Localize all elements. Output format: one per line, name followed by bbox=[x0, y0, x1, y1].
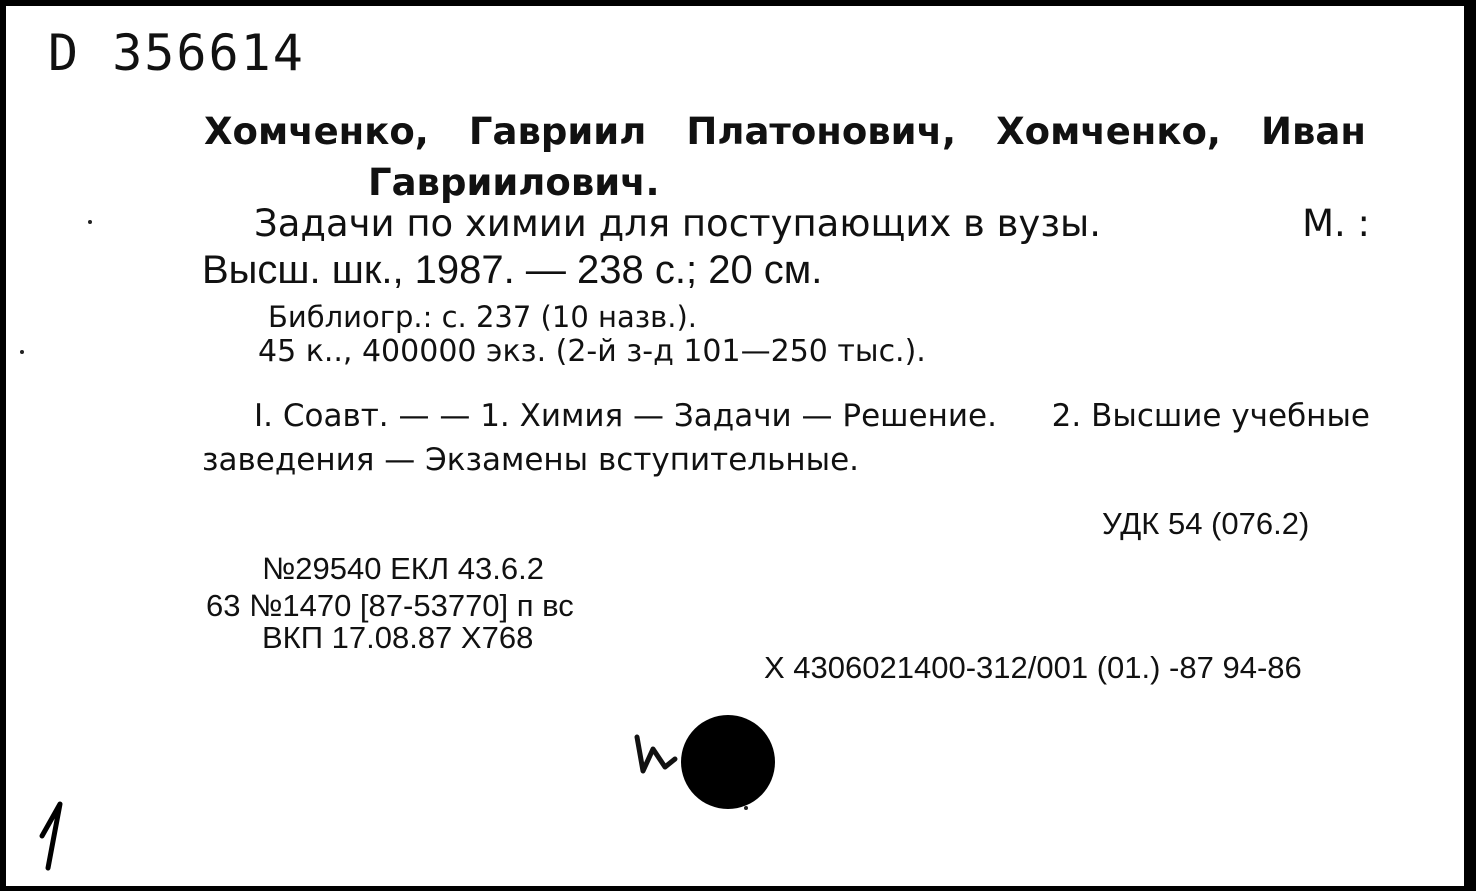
author-word: Хомченко, bbox=[204, 110, 429, 153]
subject-headings-cont: 2. Высшие учебные bbox=[1051, 398, 1370, 434]
subjects-line-1 bbox=[254, 398, 1370, 434]
title-line-1 bbox=[254, 202, 1370, 245]
authors-line-1 bbox=[204, 110, 1366, 153]
publisher-city: М. : bbox=[1302, 202, 1370, 245]
price-print-run: 45 к.., 400000 экз. (2-й з-д 101—250 тыс.). bbox=[258, 334, 926, 369]
catalog-code: 63 №1470 [87-53770] п вс bbox=[206, 588, 574, 623]
handwritten-number-mark bbox=[34, 796, 74, 876]
subjects-line-2: заведения — Экзамены вступительные. bbox=[202, 442, 860, 478]
subject-headings: I. Соавт. — — 1. Химия — Задачи — Решение. bbox=[254, 398, 997, 434]
bibliography-note: Библиогр.: с. 237 (10 назв.). bbox=[268, 300, 697, 334]
author-word: Гавриил bbox=[468, 110, 647, 153]
book-title: Задачи по химии для поступающих в вузы. bbox=[254, 202, 1101, 245]
inventory-number: D 356614 bbox=[48, 24, 305, 82]
ink-stamp-mark bbox=[629, 709, 779, 819]
catalog-card bbox=[6, 6, 1464, 886]
speck bbox=[20, 350, 24, 354]
catalog-vkp: ВКП 17.08.87 Х768 bbox=[262, 620, 534, 655]
classification-code: Х 4306021400-312/001 (01.) -87 94-86 bbox=[764, 650, 1302, 685]
speck bbox=[88, 220, 92, 224]
udk-code: УДК 54 (076.2) bbox=[1102, 506, 1310, 541]
author-word: Иван bbox=[1261, 110, 1366, 153]
author-word: Платонович, bbox=[686, 110, 957, 153]
author-word: Хомченко, bbox=[996, 110, 1221, 153]
imprint-line: Высш. шк., 1987. — 238 с.; 20 см. bbox=[202, 248, 823, 292]
authors-line-2: Гавриилович. bbox=[368, 161, 660, 204]
catalog-number: №29540 ЕКЛ 43.6.2 bbox=[262, 551, 544, 586]
speck bbox=[744, 806, 748, 810]
